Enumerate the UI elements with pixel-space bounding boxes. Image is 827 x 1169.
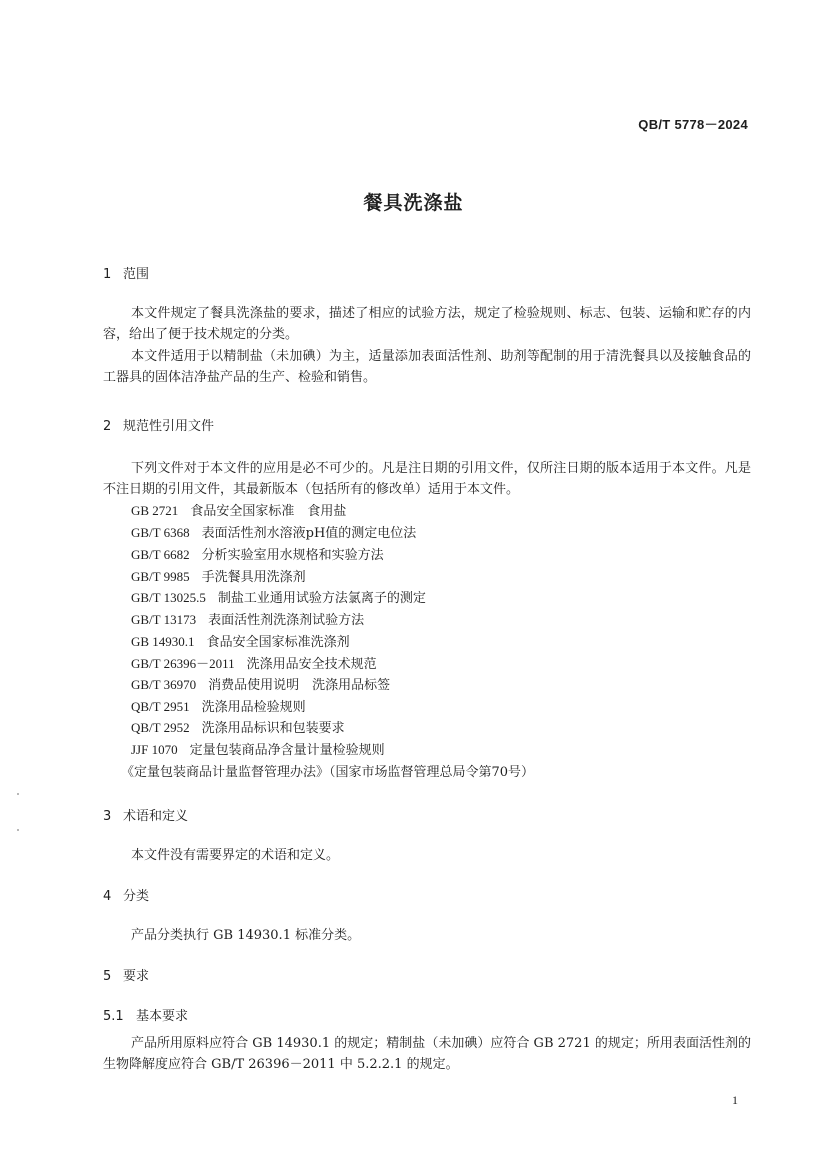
reference-item bbox=[131, 566, 306, 585]
paragraph: 产品所用原料应符合 GB 14930.1 的规定；精制盐（未加碘）应符合 GB 2721 的规定；所用表面活性剂的生物降解度应符合 GB/T 26396－2011 中 5.2.2.1 的规定。 bbox=[103, 1036, 751, 1072]
section-4-heading bbox=[103, 885, 149, 904]
paragraph: 本文件规定了餐具洗涤盐的要求，描述了相应的试验方法，规定了检验规则、标志、包装、运输和贮存的内容，给出了便于技术规定的分类。 bbox=[103, 306, 751, 342]
reference-code: GB 14930.1 bbox=[131, 634, 195, 649]
reference-item bbox=[131, 609, 364, 628]
section-title: 范围 bbox=[123, 267, 150, 282]
paragraph: 下列文件对于本文件的应用是必不可少的。凡是注日期的引用文件，仅所注日期的版本适用于本文件。凡是不注日期的引用文件，其最新版本（包括所有的修改单）适用于本文件。 bbox=[103, 461, 751, 497]
reference-title: 消费品使用说明 洗涤用品标签 bbox=[208, 678, 391, 693]
reference-item bbox=[131, 587, 426, 606]
reference-title: 制盐工业通用试验方法氯离子的测定 bbox=[217, 591, 426, 606]
section-title: 要求 bbox=[123, 969, 150, 984]
section-title: 术语和定义 bbox=[123, 809, 189, 824]
reference-item bbox=[131, 631, 350, 650]
reference-item bbox=[131, 653, 377, 672]
section-number: 5.1 bbox=[103, 1009, 124, 1024]
reference-item bbox=[131, 717, 345, 736]
reference-title: 洗涤用品标识和包装要求 bbox=[201, 721, 345, 736]
document-title: 餐具洗涤盐 bbox=[363, 192, 464, 214]
section-title: 分类 bbox=[123, 889, 150, 904]
reference-item bbox=[131, 739, 385, 758]
reference-code: GB/T 6368 bbox=[131, 525, 190, 540]
reference-code: GB/T 9985 bbox=[131, 569, 190, 584]
reference-code: GB/T 36970 bbox=[131, 677, 197, 692]
paragraph: 本文件适用于以精制盐（未加碘）为主，适量添加表面活性剂、助剂等配制的用于清洗餐具以及接触食品的工器具的固体洁净盐产品的生产、检验和销售。 bbox=[103, 349, 751, 385]
reference-code: QB/T 2952 bbox=[131, 720, 190, 735]
reference-item bbox=[131, 500, 346, 519]
section-title: 规范性引用文件 bbox=[123, 419, 215, 434]
reference-code: GB/T 26396－2011 bbox=[131, 656, 235, 671]
reference-code: QB/T 2951 bbox=[131, 699, 190, 714]
section-5-1-heading bbox=[103, 1005, 188, 1024]
reference-code: GB 2721 bbox=[131, 503, 179, 518]
reference-title: 洗涤用品安全技术规范 bbox=[246, 657, 377, 672]
section-title: 基本要求 bbox=[136, 1009, 189, 1024]
paragraph: 本文件没有需要界定的术语和定义。 bbox=[131, 848, 340, 863]
section-number: 2 bbox=[103, 419, 112, 434]
reference-code: GB/T 6682 bbox=[131, 547, 190, 562]
reference-title: 分析实验室用水规格和实验方法 bbox=[201, 548, 384, 563]
reference-item bbox=[131, 674, 390, 693]
paragraph: 产品分类执行 GB 14930.1 标准分类。 bbox=[131, 928, 361, 943]
reference-code: GB/T 13025.5 bbox=[131, 590, 206, 605]
reference-item bbox=[131, 544, 384, 563]
section-number: 1 bbox=[103, 267, 112, 282]
reference-title: 手洗餐具用洗涤剂 bbox=[201, 570, 306, 585]
reference-title: 食品安全国家标准 食用盐 bbox=[190, 504, 347, 519]
section-number: 4 bbox=[103, 889, 112, 904]
reference-code: GB/T 13173 bbox=[131, 612, 197, 627]
page-number: 1 bbox=[732, 1093, 738, 1107]
reference-title: 定量包装商品净含量计量检验规则 bbox=[189, 743, 385, 758]
section-number: 3 bbox=[103, 809, 112, 824]
standard-number: QB/T 5778－2024 bbox=[638, 117, 748, 132]
section-1-heading bbox=[103, 263, 149, 282]
reference-regulation: 《定量包装商品计量监督管理办法》（国家市场监督管理总局令第70号） bbox=[121, 765, 535, 780]
reference-item bbox=[131, 522, 416, 541]
reference-title: 食品安全国家标准洗涤剂 bbox=[206, 635, 350, 650]
reference-title: 表面活性剂洗涤剂试验方法 bbox=[208, 613, 365, 628]
section-3-heading bbox=[103, 805, 188, 824]
reference-item bbox=[131, 696, 306, 715]
scan-mark bbox=[17, 829, 19, 831]
section-5-heading bbox=[103, 965, 149, 984]
scan-mark bbox=[17, 793, 19, 795]
reference-code: JJF 1070 bbox=[131, 742, 178, 757]
reference-title: 洗涤用品检验规则 bbox=[201, 700, 306, 715]
section-number: 5 bbox=[103, 969, 112, 984]
reference-title: 表面活性剂水溶液pH值的测定电位法 bbox=[201, 526, 417, 541]
section-2-heading bbox=[103, 415, 214, 434]
